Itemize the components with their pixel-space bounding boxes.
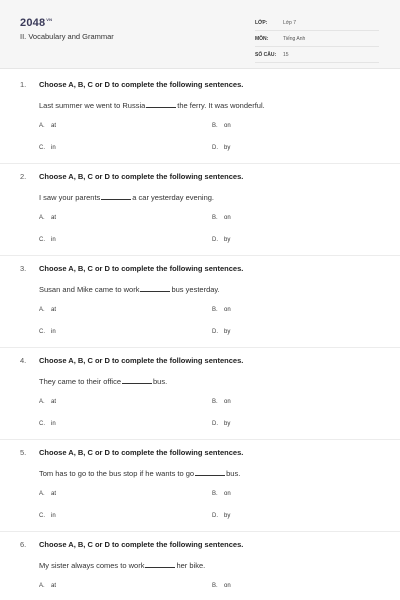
- option-c[interactable]: [39, 145, 56, 151]
- option-letter: D.: [212, 421, 218, 427]
- meta-value: Lớp 7: [283, 19, 297, 26]
- sentence-after: bus.: [152, 377, 168, 386]
- question-sentence: [39, 192, 214, 202]
- option-text: on: [224, 307, 231, 313]
- option-b[interactable]: [212, 123, 231, 129]
- option-letter: D.: [212, 329, 218, 335]
- sentence-after: a car yesterday evening.: [132, 193, 214, 202]
- sentence-before: They came to their office: [39, 377, 121, 386]
- option-text: at: [51, 583, 57, 589]
- option-text: in: [51, 513, 56, 519]
- option-a[interactable]: [39, 583, 56, 589]
- sentence-after: bus.: [226, 469, 241, 478]
- option-letter: A.: [39, 123, 45, 129]
- sentence-before: I saw your parents: [39, 193, 101, 202]
- question-number: 3.: [20, 264, 27, 273]
- question-instruction: Choose A, B, C or D to complete the following sentences.: [39, 264, 244, 273]
- question-header: [20, 172, 243, 181]
- sentence-before: Last summer we went to Russia: [39, 101, 146, 110]
- question-divider: [0, 347, 400, 348]
- question-header: [20, 540, 243, 549]
- question-header: [20, 264, 243, 273]
- option-text: at: [51, 307, 57, 313]
- question-sentence: [39, 284, 220, 294]
- option-letter: C.: [39, 513, 45, 519]
- option-a[interactable]: [39, 123, 56, 129]
- sentence-after: her bike.: [176, 561, 206, 570]
- option-text: by: [224, 329, 231, 335]
- option-letter: A.: [39, 491, 45, 497]
- sentence-after: the ferry. It was wonderful.: [177, 101, 265, 110]
- option-letter: D.: [212, 513, 218, 519]
- option-d[interactable]: [212, 145, 230, 151]
- option-text: on: [224, 583, 231, 589]
- option-text: on: [224, 491, 231, 497]
- question-number: 4.: [20, 356, 27, 365]
- option-letter: B.: [212, 583, 218, 589]
- option-text: by: [224, 145, 231, 151]
- option-a[interactable]: [39, 399, 56, 405]
- option-b[interactable]: [212, 307, 231, 313]
- option-text: at: [51, 491, 57, 497]
- section-title: II. Vocabulary and Grammar: [20, 32, 114, 41]
- answer-blank: [122, 376, 152, 384]
- option-text: at: [51, 215, 57, 221]
- page-header: [0, 0, 400, 69]
- answer-blank: [146, 100, 176, 108]
- question-number: 6.: [20, 540, 27, 549]
- logo-suffix: VN: [46, 17, 53, 23]
- meta-table: [255, 15, 379, 63]
- answer-blank: [195, 468, 225, 476]
- option-letter: B.: [212, 491, 218, 497]
- question-number: 1.: [20, 80, 27, 89]
- option-text: at: [51, 399, 57, 405]
- option-letter: A.: [39, 307, 45, 313]
- option-text: in: [51, 237, 56, 243]
- option-a[interactable]: [39, 215, 56, 221]
- option-letter: C.: [39, 145, 45, 151]
- option-letter: B.: [212, 399, 218, 405]
- option-d[interactable]: [212, 237, 230, 243]
- question-sentence: [39, 376, 167, 386]
- question-divider: [0, 255, 400, 256]
- question-divider: [0, 439, 400, 440]
- answer-blank: [101, 192, 131, 200]
- meta-label: SỐ CÂU:: [255, 51, 277, 58]
- logo-text: 2048: [20, 17, 46, 29]
- meta-row-count: [255, 47, 379, 63]
- option-letter: B.: [212, 307, 218, 313]
- question-header: [20, 448, 243, 457]
- option-b[interactable]: [212, 215, 231, 221]
- question-sentence: [39, 100, 265, 110]
- option-letter: A.: [39, 399, 45, 405]
- option-c[interactable]: [39, 237, 56, 243]
- sentence-before: Tom has to go to the bus stop if he wants to go: [39, 469, 195, 478]
- option-text: at: [51, 123, 57, 129]
- sentence-before: Susan and Mike came to work: [39, 285, 140, 294]
- option-text: on: [224, 215, 231, 221]
- option-letter: D.: [212, 145, 218, 151]
- question-number: 5.: [20, 448, 27, 457]
- meta-row-class: [255, 15, 379, 31]
- option-letter: B.: [212, 215, 218, 221]
- question-instruction: Choose A, B, C or D to complete the following sentences.: [39, 540, 244, 549]
- option-letter: C.: [39, 237, 45, 243]
- option-letter: D.: [212, 237, 218, 243]
- question-sentence: [39, 468, 240, 478]
- question-number: 2.: [20, 172, 27, 181]
- option-text: by: [224, 237, 231, 243]
- option-d[interactable]: [212, 513, 230, 519]
- option-letter: C.: [39, 329, 45, 335]
- question-instruction: Choose A, B, C or D to complete the following sentences.: [39, 80, 244, 89]
- question-instruction: Choose A, B, C or D to complete the following sentences.: [39, 356, 244, 365]
- option-d[interactable]: [212, 329, 230, 335]
- option-c[interactable]: [39, 421, 56, 427]
- option-text: in: [51, 145, 56, 151]
- answer-blank: [140, 284, 170, 292]
- option-letter: A.: [39, 583, 45, 589]
- option-text: in: [51, 421, 56, 427]
- meta-label: LỚP:: [255, 19, 268, 26]
- question-divider: [0, 531, 400, 532]
- option-text: on: [224, 123, 231, 129]
- answer-blank: [145, 560, 175, 568]
- question-header: [20, 356, 243, 365]
- option-d[interactable]: [212, 421, 230, 427]
- question-sentence: [39, 560, 205, 570]
- site-logo[interactable]: [20, 17, 52, 29]
- question-instruction: Choose A, B, C or D to complete the following sentences.: [39, 172, 244, 181]
- option-b[interactable]: [212, 491, 231, 497]
- option-b[interactable]: [212, 583, 231, 589]
- meta-row-subject: [255, 31, 379, 47]
- option-c[interactable]: [39, 329, 56, 335]
- question-divider: [0, 163, 400, 164]
- option-c[interactable]: [39, 513, 56, 519]
- option-text: on: [224, 399, 231, 405]
- option-a[interactable]: [39, 307, 56, 313]
- option-letter: B.: [212, 123, 218, 129]
- sentence-before: My sister always comes to work: [39, 561, 145, 570]
- option-text: by: [224, 513, 231, 519]
- option-b[interactable]: [212, 399, 231, 405]
- question-instruction: Choose A, B, C or D to complete the following sentences.: [39, 448, 244, 457]
- option-text: by: [224, 421, 231, 427]
- meta-value: Tiếng Anh: [283, 35, 306, 42]
- option-a[interactable]: [39, 491, 56, 497]
- option-text: in: [51, 329, 56, 335]
- meta-label: MÔN:: [255, 35, 269, 42]
- option-letter: C.: [39, 421, 45, 427]
- question-header: [20, 80, 243, 89]
- sentence-after: bus yesterday.: [171, 285, 220, 294]
- meta-value: 15: [283, 51, 289, 58]
- option-letter: A.: [39, 215, 45, 221]
